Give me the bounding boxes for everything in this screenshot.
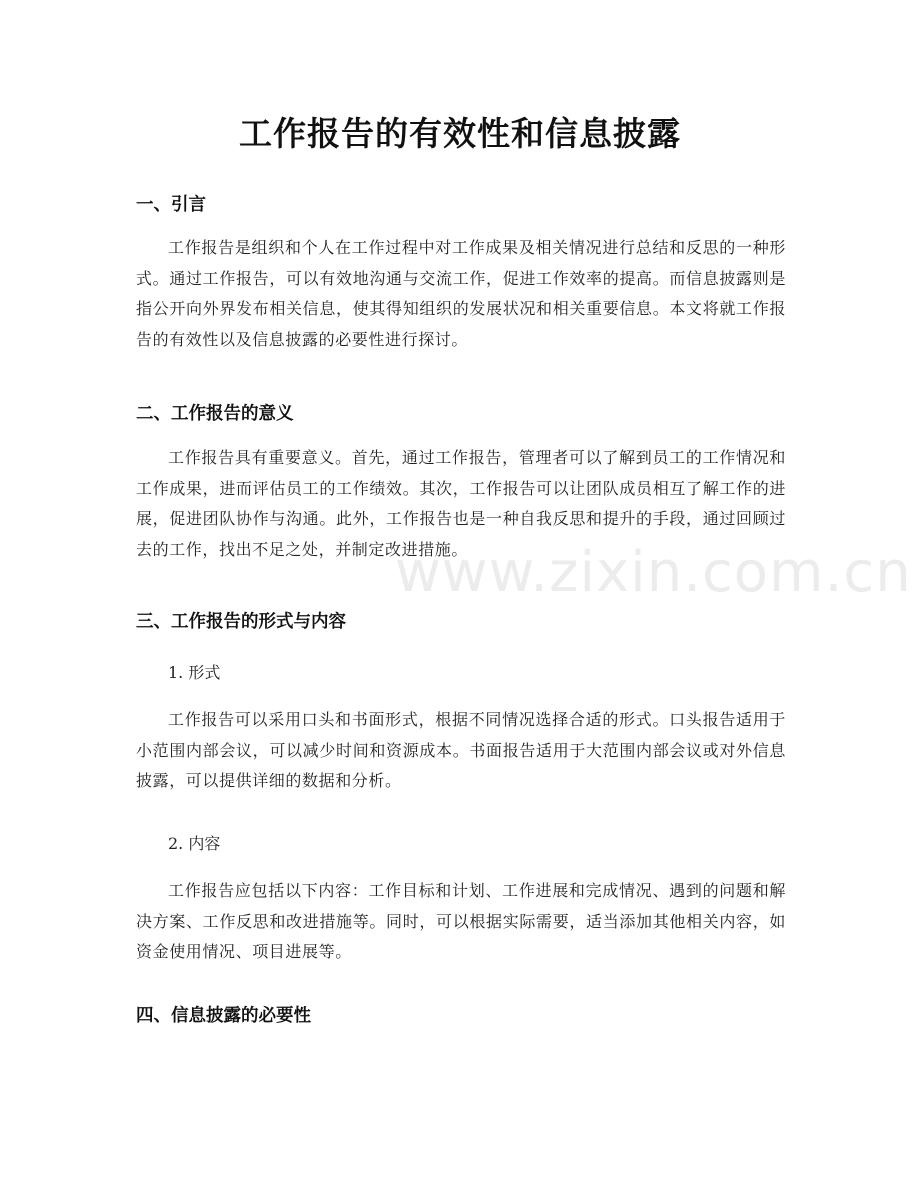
document-title: 工作报告的有效性和信息披露 — [239, 114, 681, 153]
section-paragraph-content: 工作报告应包括以下内容：工作目标和计划、工作进展和完成情况、遇到的问题和解决方案、工作反思和改进措施等。同时，可以根据实际需要，适当添加其他相关内容，如资金使用情况、项目进展等。 — [136, 881, 786, 961]
section-paragraph-form: 工作报告可以采用口头和书面形式，根据不同情况选择合适的形式。口头报告适用于小范围内部会议，可以减少时间和资源成本。书面报告适用于大范围内部会议或对外信息披露，可以提供详细的数据和分析。 — [136, 710, 786, 790]
section-heading-disclosure: 四、信息披露的必要性 — [136, 1006, 311, 1026]
section-heading-intro: 一、引言 — [136, 195, 206, 215]
watermark: www.zixin.com.cn — [395, 540, 912, 605]
section-heading-significance: 二、工作报告的意义 — [136, 404, 294, 424]
section-paragraph-significance: 工作报告具有重要意义。首先，通过工作报告，管理者可以了解到员工的工作情况和工作成果，进而评估员工的工作绩效。其次，工作报告可以让团队成员相互了解工作的进展，促进团队协作与沟通。此外，工作报告也是一种自我反思和提升的手段，通过回顾过去的工作，找出不足之处，并制定改进措施。 — [136, 448, 786, 559]
section-heading-form-content: 三、工作报告的形式与内容 — [136, 612, 346, 632]
subsection-label-content: 2. 内容 — [168, 834, 221, 853]
section-paragraph-intro: 工作报告是组织和个人在工作过程中对工作成果及相关情况进行总结和反思的一种形式。通过工作报告，可以有效地沟通与交流工作，促进工作效率的提高。而信息披露则是指公开向外界发布相关信息，使其得知组织的发展状况和相关重要信息。本文将就工作报告的有效性以及信息披露的必要性进行探讨。 — [136, 238, 786, 349]
subsection-label-form: 1. 形式 — [168, 663, 221, 682]
